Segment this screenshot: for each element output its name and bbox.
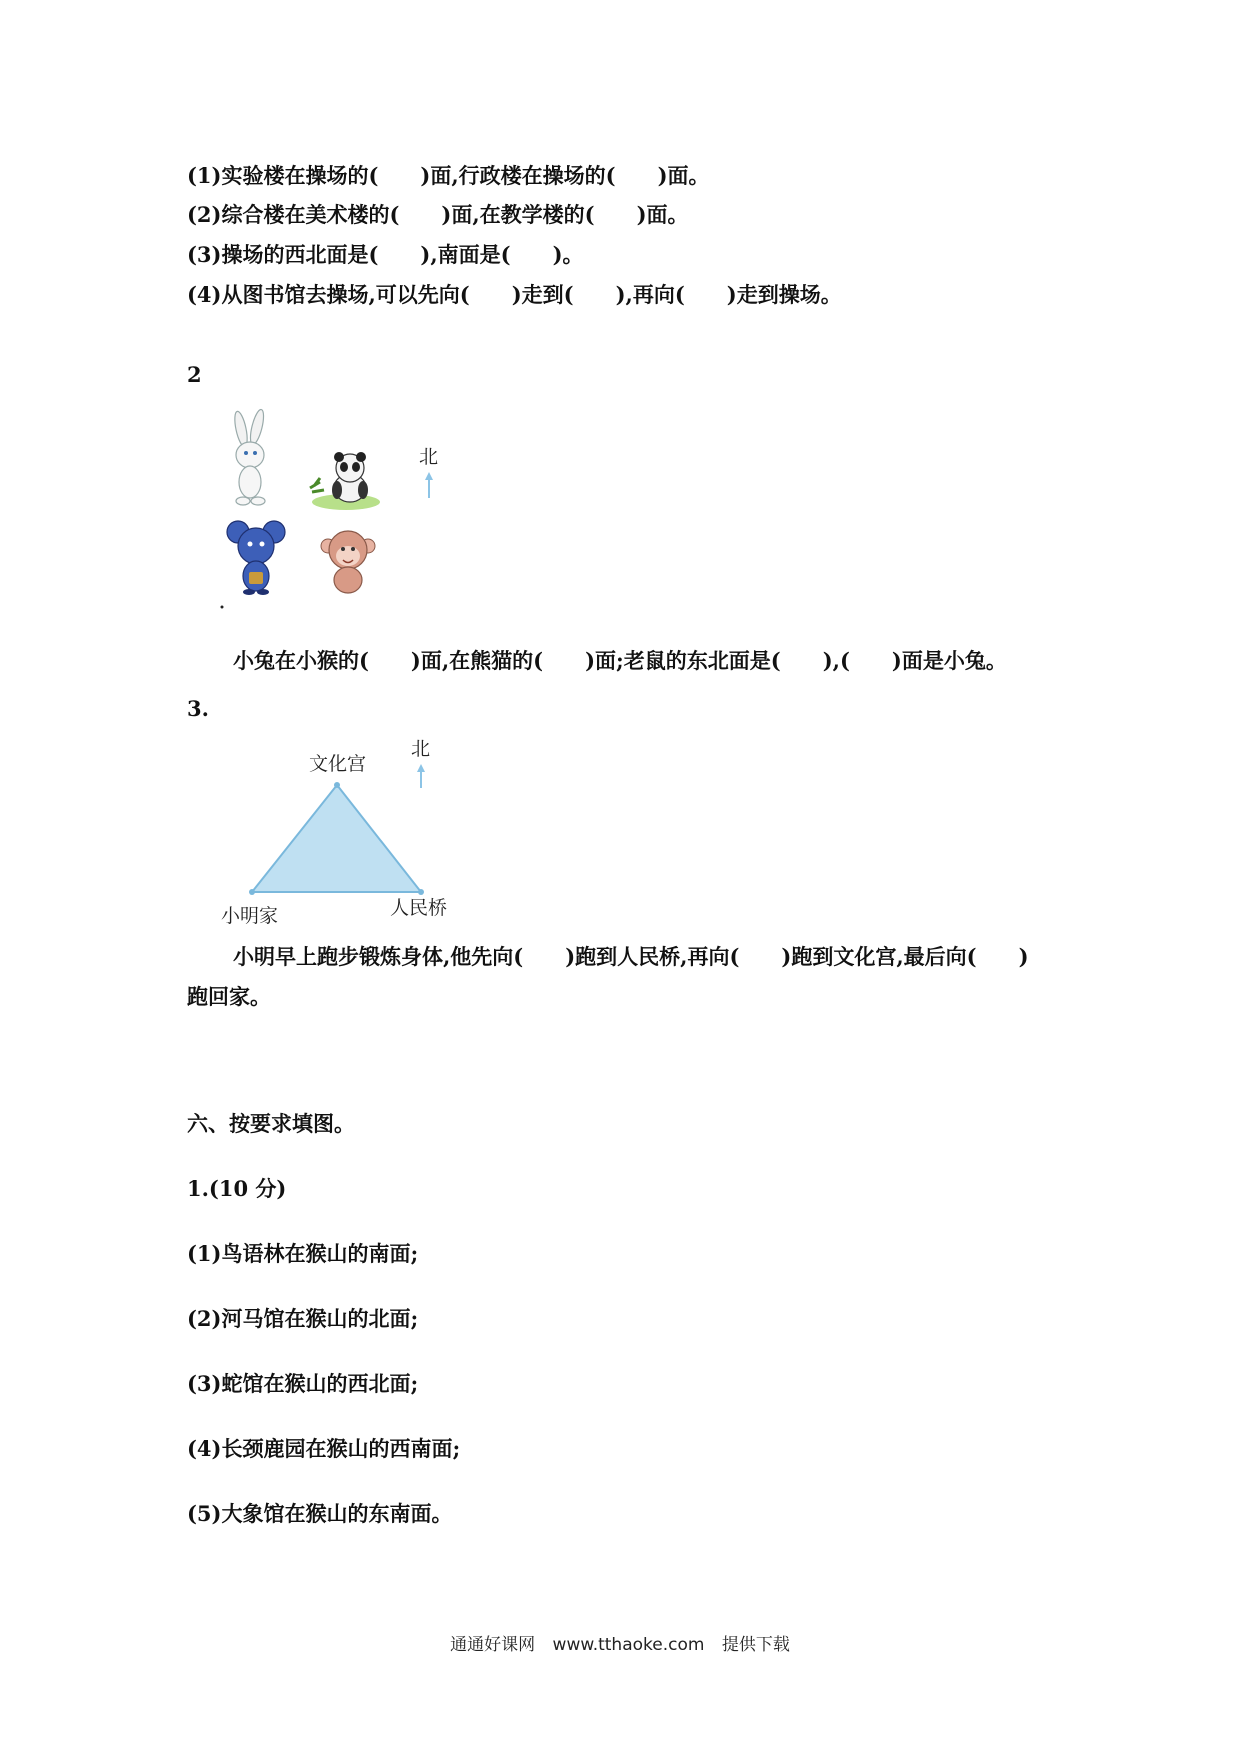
footer-suffix: 提供下载 <box>721 1635 790 1655</box>
monkey-icon <box>321 531 375 593</box>
north-label: 北 <box>411 738 431 760</box>
dot-mark <box>221 606 224 609</box>
q3-figure <box>215 740 475 930</box>
north-arrow-icon <box>417 764 425 788</box>
footer-site: 通通好课网 <box>450 1635 536 1655</box>
footer-url[interactable]: www.tthaoke.com <box>552 1635 705 1655</box>
section6-item-4: (4)长颈鹿园在猴山的西南面; <box>187 1436 461 1461</box>
section6-item-1: (1)鸟语林在猴山的南面; <box>187 1241 419 1266</box>
q1-item-1: (1)实验楼在操场的( )面,行政楼在操场的( )面。 <box>187 163 710 188</box>
panda-icon <box>310 452 380 510</box>
place-xiaoming-home: 小明家 <box>221 905 279 927</box>
q3-number: 3. <box>187 696 209 721</box>
section6-item-2: (2)河马馆在猴山的北面; <box>187 1306 419 1331</box>
section6-item-3: (3)蛇馆在猴山的西北面; <box>187 1371 419 1396</box>
q1-item-4: (4)从图书馆去操场,可以先向( )走到( ),再向( )走到操场。 <box>187 282 842 307</box>
place-renmin-bridge: 人民桥 <box>390 897 448 919</box>
q2-number: 2 <box>187 362 202 387</box>
q2-question: 小兔在小猴的( )面,在熊猫的( )面;老鼠的东北面是( ),( )面是小兔。 <box>233 648 1007 673</box>
north-arrow-icon <box>425 472 433 498</box>
footer <box>0 1630 1240 1655</box>
mouse-icon <box>227 521 285 595</box>
q1-item-3: (3)操场的西北面是( ),南面是( )。 <box>187 242 584 267</box>
section6-title: 六、按要求填图。 <box>187 1111 355 1136</box>
route-triangle <box>252 785 421 892</box>
q2-figure <box>200 410 460 620</box>
rabbit-icon <box>232 408 266 505</box>
section6-q1-header: 1.(10 分) <box>187 1176 287 1201</box>
place-culture-palace: 文化宫 <box>309 753 367 775</box>
q3-question-line1: 小明早上跑步锻炼身体,他先向( )跑到人民桥,再向( )跑到文化宫,最后向( ) <box>233 944 1029 969</box>
q3-question-line2: 跑回家。 <box>187 984 271 1009</box>
q1-item-2: (2)综合楼在美术楼的( )面,在教学楼的( )面。 <box>187 202 689 227</box>
section6-item-5: (5)大象馆在猴山的东南面。 <box>187 1501 453 1526</box>
north-label: 北 <box>419 446 439 468</box>
